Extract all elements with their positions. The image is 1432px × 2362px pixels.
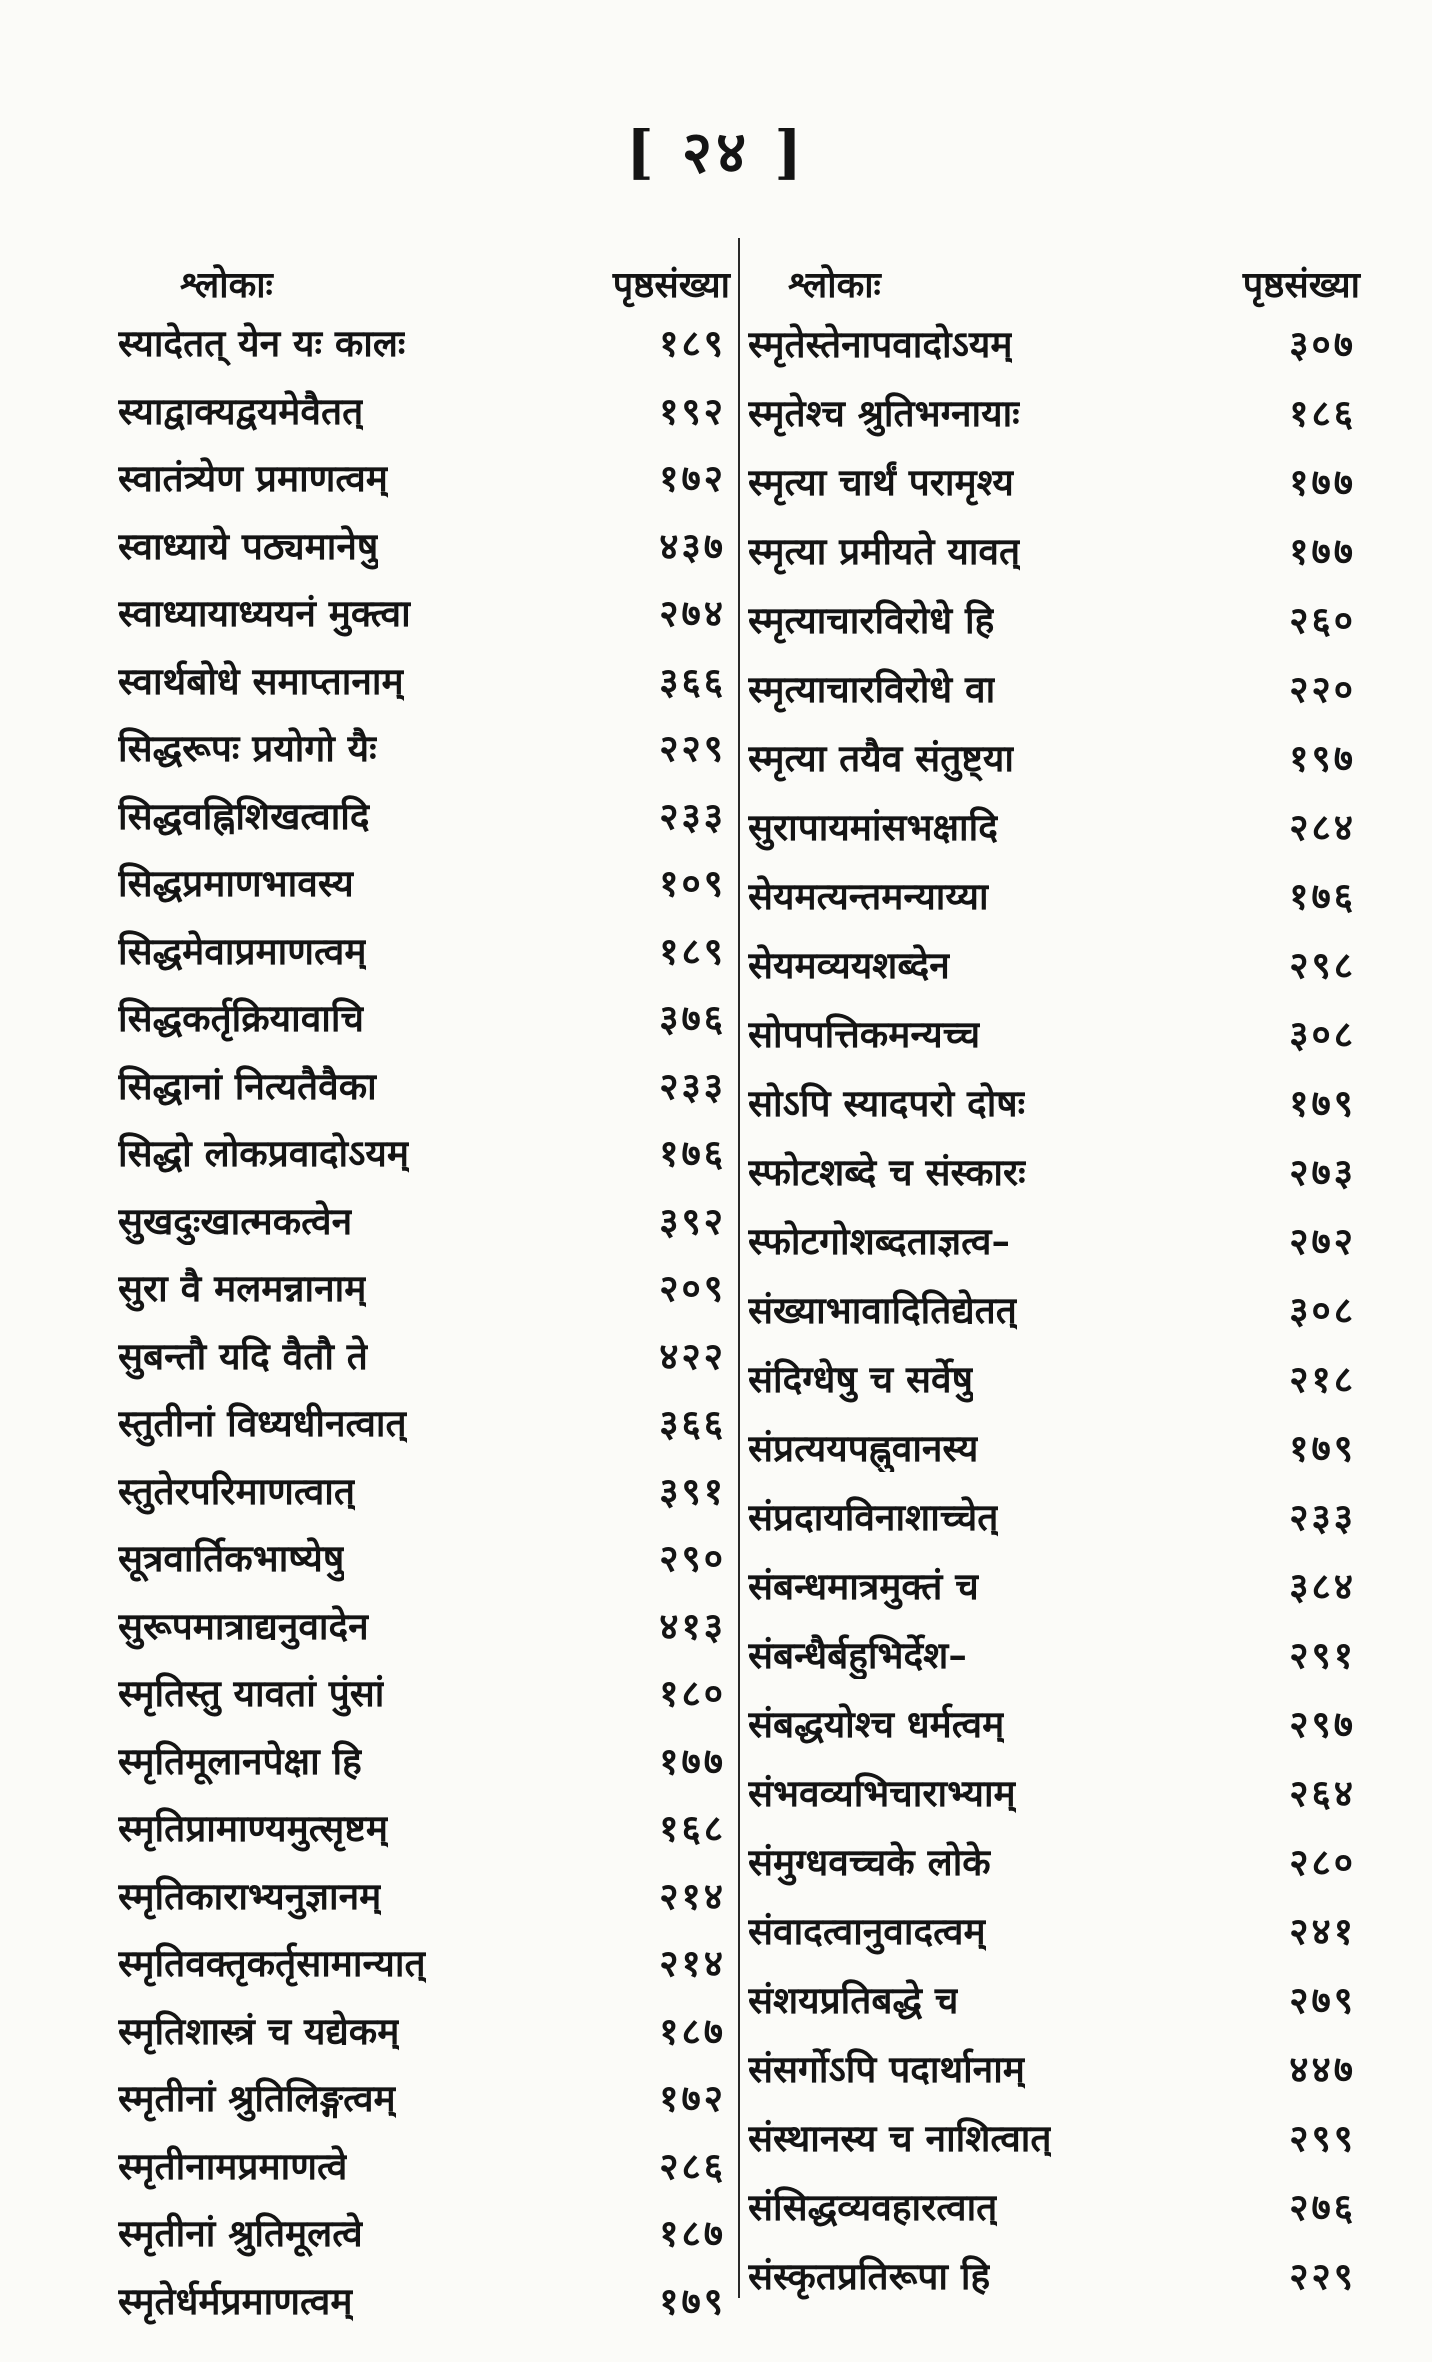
verse-text: स्मृतिशास्त्रं च यद्येकम् [118, 2008, 400, 2053]
verse-text: सोपपत्तिकमन्यच्च [748, 1012, 981, 1056]
verse-text: स्मृतिस्तु यावतां पुंसां [118, 1671, 385, 1716]
page-ref: २९८ [1289, 943, 1356, 987]
page-ref: १८७ [659, 2008, 726, 2053]
page-ref: २२० [1289, 667, 1356, 711]
page-ref: २६० [1289, 598, 1356, 642]
page-ref: ३६६ [659, 1401, 726, 1446]
index-row [748, 377, 1360, 446]
page-ref: १८९ [659, 321, 726, 366]
index-row [748, 2171, 1360, 2240]
verse-text: संप्रदायविनाशाच्चेत् [748, 1495, 999, 1539]
index-row [748, 860, 1360, 929]
index-row [748, 653, 1360, 722]
right-index-column [748, 238, 1360, 2318]
page-ref: २६४ [1289, 1771, 1356, 1815]
verse-text: संभवव्यभिचाराभ्याम् [748, 1771, 1016, 1815]
verse-text: स्तुतेरपरिमाणत्वात् [118, 1468, 355, 1513]
verse-text: स्मृतेर्धर्मप्रमाणत्वम् [118, 2278, 353, 2323]
verse-text: संस्कृतप्रतिरूपा हि [748, 2254, 991, 2298]
index-row [118, 1861, 730, 1929]
page-ref: ३०८ [1289, 1288, 1356, 1332]
page-ref: २९७ [1289, 1702, 1356, 1746]
page-ref: २७९ [1289, 1978, 1356, 2022]
index-row [118, 983, 730, 1051]
verse-text: स्वार्थबोधे समाप्तानाम् [118, 658, 404, 703]
index-row [748, 2033, 1360, 2102]
verse-text: स्मृत्याचारविरोधे हि [748, 598, 995, 642]
index-row [118, 1253, 730, 1321]
page-ref: १८७ [659, 2211, 726, 2256]
page-ref: १६८ [659, 1806, 726, 1851]
verse-text: स्मृत्या चार्थं परामृश्य [748, 460, 1014, 504]
left-header [118, 238, 730, 308]
index-row [118, 2131, 730, 2199]
index-row [748, 1826, 1360, 1895]
index-row [748, 1481, 1360, 1550]
verse-text: सेयमत्यन्तमन्याय्या [748, 874, 989, 918]
verse-text: संबन्धमात्रमुक्तं च [748, 1564, 979, 1608]
index-row [118, 2063, 730, 2131]
page-ref: १०९ [659, 861, 726, 906]
page-ref: २४१ [1289, 1909, 1356, 1953]
index-row [118, 1793, 730, 1861]
page-ref: २१४ [659, 1873, 726, 1918]
left-index-column [118, 238, 730, 2323]
index-row [118, 1928, 730, 1996]
page-ref: २७३ [1289, 1150, 1356, 1194]
page-number: [ २४ ] [626, 118, 806, 186]
index-row [748, 446, 1360, 515]
page-ref: ४३७ [659, 523, 726, 568]
index-row [748, 1895, 1360, 1964]
verse-text: स्यादेतत् येन यः कालः [118, 321, 406, 366]
verse-text: स्मृतेस्तेनापवादोऽयम् [748, 322, 1013, 366]
page-ref: २२९ [1289, 2254, 1356, 2298]
page-ref: १७६ [1289, 874, 1356, 918]
verse-text: स्तुतीनां विध्यधीनत्वात् [118, 1401, 407, 1446]
index-row [748, 1688, 1360, 1757]
verse-text: सिद्धमेवाप्रमाणत्वम् [118, 928, 367, 973]
verse-text: स्मृत्या तयैव संतुष्ट्या [748, 736, 1014, 780]
index-row [118, 308, 730, 376]
verse-text: स्मृतेश्च श्रुतिभग्नायाः [748, 391, 1020, 435]
verse-text: संप्रत्ययपह्नुवानस्य [748, 1426, 979, 1470]
verse-text: संबद्धयोश्च धर्मत्वम् [748, 1702, 1005, 1746]
verse-text: स्वातंत्र्येण प्रमाणत्वम् [118, 456, 388, 501]
index-row [118, 443, 730, 511]
page-ref: २७२ [1289, 1219, 1356, 1263]
verse-text: सिद्धो लोकप्रवादोऽयम् [118, 1131, 410, 1176]
verse-text: सेयमव्ययशब्देन [748, 943, 950, 987]
page-ref: १७७ [659, 1738, 726, 1783]
left-index-list [118, 308, 730, 2333]
index-row [118, 1996, 730, 2064]
page-ref: २२९ [659, 726, 726, 771]
index-row [748, 1343, 1360, 1412]
index-row [118, 1051, 730, 1119]
page-ref: १७९ [1289, 1426, 1356, 1470]
index-row [748, 998, 1360, 1067]
page-ref: १७२ [659, 2076, 726, 2121]
index-row [118, 1658, 730, 1726]
index-row [118, 2198, 730, 2266]
page-ref: १७७ [1289, 529, 1356, 573]
verse-text: स्मृतिवक्तृकर्तृसामान्यात् [118, 1941, 426, 1986]
page-ref: ३०८ [1289, 1012, 1356, 1056]
right-index-list [748, 308, 1360, 2309]
page-ref: २३३ [659, 1063, 726, 1108]
verse-text: स्वाध्यायाध्ययनं मुक्त्वा [118, 591, 411, 636]
verse-text: संस्थानस्य च नाशित्वात् [748, 2116, 1052, 2160]
verse-text: संबन्धैर्बहुभिर्देश– [748, 1633, 967, 1677]
page-ref: ३७६ [659, 996, 726, 1041]
verse-text: स्फोटशब्दे च संस्कारः [748, 1150, 1026, 1194]
verse-text: स्मृत्याचारविरोधे वा [748, 667, 996, 711]
page-ref: १७६ [659, 1131, 726, 1176]
index-row [748, 515, 1360, 584]
page-ref: ४१३ [659, 1603, 726, 1648]
page-ref: १८० [659, 1671, 726, 1716]
page-ref: १७९ [659, 2278, 726, 2323]
left-header-page: पृष्ठसंख्या [612, 264, 730, 306]
page-ref: १८६ [1289, 391, 1356, 435]
page-ref: ३९१ [659, 1468, 726, 1513]
verse-text: सुखदुःखात्मकत्वेन [118, 1198, 353, 1243]
index-row [118, 1321, 730, 1389]
index-row [118, 781, 730, 849]
verse-text: संसिद्धव्यवहारत्वात् [748, 2185, 998, 2229]
verse-text: संवादत्वानुवादत्वम् [748, 1909, 986, 1953]
page-ref: २९९ [1289, 2116, 1356, 2160]
index-row [118, 1726, 730, 1794]
page-ref: १७२ [659, 456, 726, 501]
page-ref: १७७ [1289, 460, 1356, 504]
right-header-verse: श्लोकाः [788, 264, 881, 306]
verse-text: स्फोटगोशब्दताज्ञत्व– [748, 1219, 1010, 1263]
left-header-verse: श्लोकाः [180, 264, 273, 306]
right-header-page: पृष्ठसंख्या [1242, 264, 1360, 306]
verse-text: सुरा वै मलमन्नानाम् [118, 1266, 367, 1311]
page-ref: २९१ [1289, 1633, 1356, 1677]
column-divider [738, 238, 740, 2298]
verse-text: संसर्गोऽपि पदार्थानाम् [748, 2047, 1025, 2091]
verse-text: स्वाध्याये पठ्यमानेषु [118, 523, 379, 568]
page-ref: २८० [1289, 1840, 1356, 1884]
index-row [748, 1550, 1360, 1619]
verse-text: सोऽपि स्यादपरो दोषः [748, 1081, 1026, 1125]
verse-text: सिद्धरूपः प्रयोगो यैः [118, 726, 377, 771]
page-ref: ३०७ [1289, 322, 1356, 366]
index-row [118, 1118, 730, 1186]
index-row [118, 713, 730, 781]
verse-text: संदिग्धेषु च सर्वेषु [748, 1357, 974, 1401]
verse-text: सूत्रवार्तिकभाष्येषु [118, 1536, 345, 1581]
index-row [118, 1591, 730, 1659]
index-row [118, 1523, 730, 1591]
index-row [118, 376, 730, 444]
page-ref: ४४७ [1289, 2047, 1356, 2091]
page-ref: २३३ [1289, 1495, 1356, 1539]
page-ref: ३६६ [659, 658, 726, 703]
page-ref: १७९ [1289, 1081, 1356, 1125]
index-row [118, 848, 730, 916]
page-ref: २१८ [1289, 1357, 1356, 1401]
page-ref: ३८४ [1289, 1564, 1356, 1608]
page-ref: २७६ [1289, 2185, 1356, 2229]
index-row [748, 1412, 1360, 1481]
verse-text: सुरापायमांसभक्षादि [748, 805, 998, 849]
page-ref: १९७ [1289, 736, 1356, 780]
page-ref: १९२ [659, 388, 726, 433]
verse-text: सुरूपमात्राद्यनुवादेन [118, 1603, 369, 1648]
verse-text: स्याद्वाक्यद्वयमेवैतत् [118, 388, 364, 433]
page-ref: १८९ [659, 928, 726, 973]
verse-text: संमुग्धवच्चके लोके [748, 1840, 991, 1884]
verse-text: स्मृतीनां श्रुतिमूलत्वे [118, 2211, 363, 2256]
verse-text: सिद्धप्रमाणभावस्य [118, 861, 354, 906]
index-row [748, 1136, 1360, 1205]
verse-text: संशयप्रतिबद्धे च [748, 1978, 959, 2022]
verse-text: स्मृतीनामप्रमाणत्वे [118, 2143, 348, 2188]
index-row [118, 2266, 730, 2334]
index-row [748, 1964, 1360, 2033]
page-ref: ४२२ [659, 1333, 726, 1378]
verse-text: स्मृतिमूलानपेक्षा हि [118, 1738, 362, 1783]
index-row [748, 584, 1360, 653]
index-row [748, 1274, 1360, 1343]
verse-text: सुबन्तौ यदि वैतौ ते [118, 1333, 368, 1378]
index-row [748, 1757, 1360, 1826]
index-row [748, 1067, 1360, 1136]
verse-text: सिद्धवह्निशिखत्वादि [118, 793, 370, 838]
verse-text: संख्याभावादितिद्येतत् [748, 1288, 1017, 1332]
verse-text: स्मृत्या प्रमीयते यावत् [748, 529, 1021, 573]
page-ref: २१४ [659, 1941, 726, 1986]
index-row [748, 1205, 1360, 1274]
verse-text: स्मृतिकाराभ्यनुज्ञानम् [118, 1873, 382, 1918]
page-ref: २८६ [659, 2143, 726, 2188]
verse-text: सिद्धानां नित्यतैवैका [118, 1063, 377, 1108]
verse-text: स्मृतीनां श्रुतिलिङ्गत्वम् [118, 2076, 396, 2121]
page-ref: २३३ [659, 793, 726, 838]
index-row [748, 308, 1360, 377]
verse-text: स्मृतिप्रामाण्यमुत्सृष्टम् [118, 1806, 389, 1851]
page-ref: २७४ [659, 591, 726, 636]
index-row [118, 646, 730, 714]
index-row [118, 1456, 730, 1524]
index-row [748, 791, 1360, 860]
page-ref: २९० [659, 1536, 726, 1581]
index-row [118, 578, 730, 646]
index-row [748, 929, 1360, 998]
index-row [118, 916, 730, 984]
page-ref: २८४ [1289, 805, 1356, 849]
index-row [118, 1186, 730, 1254]
verse-text: सिद्धकर्तृक्रियावाचि [118, 996, 364, 1041]
page-ref: २०९ [659, 1266, 726, 1311]
index-row [118, 511, 730, 579]
index-row [118, 1388, 730, 1456]
index-row [748, 1619, 1360, 1688]
index-row [748, 722, 1360, 791]
right-header [748, 238, 1360, 308]
index-row [748, 2240, 1360, 2309]
index-row [748, 2102, 1360, 2171]
page-ref: ३९२ [659, 1198, 726, 1243]
